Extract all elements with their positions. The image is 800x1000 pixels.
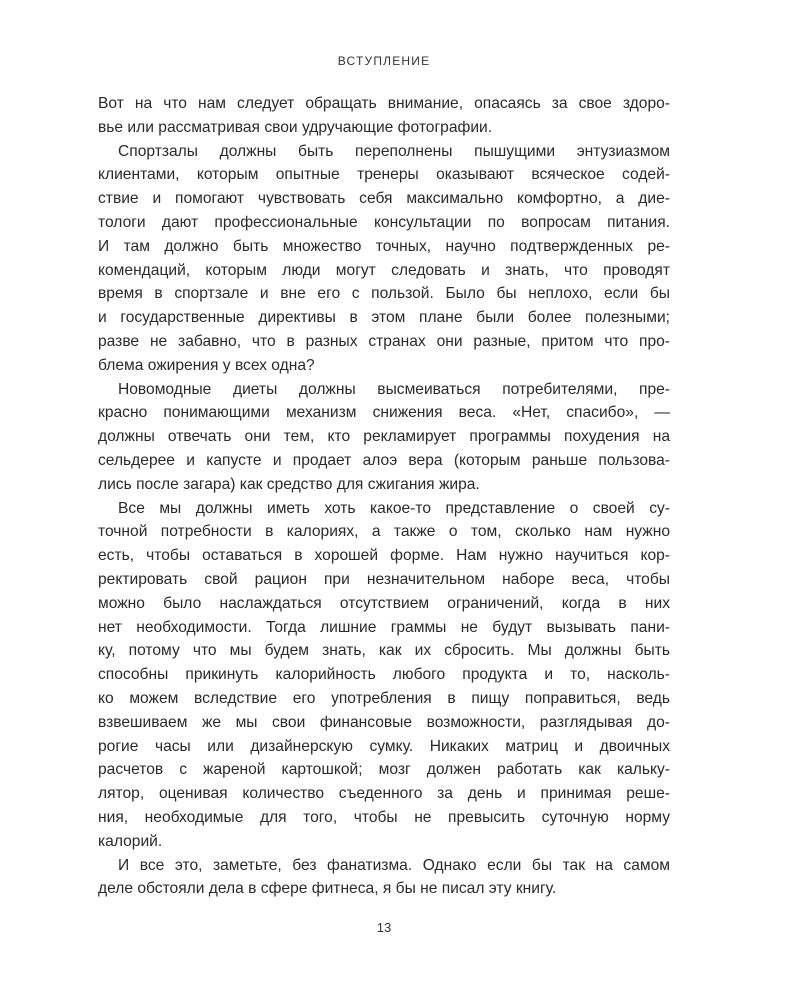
text-line: время в спортзале и вне его с пользой. Было бы неплохо, если бы <box>98 285 670 303</box>
paragraph <box>98 497 670 854</box>
paragraph <box>98 854 670 902</box>
text-line: лись после загара) как средство для сжигания жира. <box>98 475 480 493</box>
text-line: есть, чтобы оставаться в хорошей форме. Нам нужно научиться кор- <box>98 547 670 565</box>
text-line: сельдерее и капусте и продает алоэ вера (которым раньше пользова- <box>98 451 670 469</box>
text-line: и государственные директивы в этом плане были более полезными; <box>98 309 670 327</box>
text-line: Все мы должны иметь хоть какое-то представление о своей су- <box>118 499 670 517</box>
running-head: ВСТУПЛЕНИЕ <box>337 54 431 68</box>
text-line: должны отвечать они тем, кто рекламирует программы похудения на <box>98 428 670 446</box>
text-line: деле обстояли дела в сфере фитнеса, я бы не писал эту книгу. <box>98 880 557 898</box>
text-line: красно понимающими механизм снижения веса. «Нет, спасибо», — <box>98 404 670 422</box>
text-line: Вот на что нам следует обращать внимание, опасаясь за свое здоро- <box>98 95 670 112</box>
paragraph <box>98 92 670 140</box>
text-line: Новомодные диеты должны высмеиваться потребителями, пре- <box>118 380 670 398</box>
page-number: 13 <box>376 920 392 935</box>
text-line: рогие часы или дизайнерскую сумку. Никаких матриц и двоичных <box>98 737 670 755</box>
text-line: И там должно быть множество точных, научно подтвержденных ре- <box>98 237 670 255</box>
text-line: ния, необходимые для того, чтобы не превысить суточную норму <box>98 808 670 826</box>
text-line: клиентами, которым опытные тренеры оказывают всяческое содей- <box>98 166 670 184</box>
text-line: И все это, заметьте, без фанатизма. Однако если бы так на самом <box>118 856 670 874</box>
text-line: взвешиваем же мы свои финансовые возможности, разглядывая до- <box>98 713 670 731</box>
text-line: точной потребности в калориях, а также о том, сколько нам нужно <box>98 523 670 541</box>
text-line: калорий. <box>98 832 163 850</box>
text-line: способны прикинуть калорийность любого продукта и то, насколь- <box>98 666 670 684</box>
text-line: блема ожирения у всех одна? <box>98 356 315 374</box>
text-line: ку, потому что мы будем знать, как их сбросить. Мы должны быть <box>98 642 670 660</box>
text-line: лятор, оценивая количество съеденного за день и принимая реше- <box>98 785 670 803</box>
text-line: можно было наслаждаться отсутствием ограничений, когда в них <box>98 594 670 612</box>
text-line: Спортзалы должны быть переполнены пышущими энтузиазмом <box>118 142 670 160</box>
text-line: ствие и помогают чувствовать себя максимально комфортно, а дие- <box>98 190 670 208</box>
paragraph <box>98 378 670 497</box>
text-line: тологи дают профессиональные консультации по вопросам питания. <box>98 213 670 231</box>
body-text <box>98 92 670 901</box>
paragraph <box>98 140 670 378</box>
text-line: вье или рассматривая свои удручающие фотографии. <box>98 118 493 136</box>
text-line: разве не забавно, что в разных странах они разные, притом что про- <box>98 332 670 350</box>
text-line: комендаций, которым люди могут следовать и знать, что проводят <box>98 261 670 279</box>
text-line: ко можем вследствие его употребления в пищу поправиться, ведь <box>98 689 670 707</box>
text-line: расчетов с жареной картошкой; мозг должен работать как кальку- <box>98 761 670 779</box>
text-line: нет необходимости. Тогда лишние граммы не будут вызывать пани- <box>98 618 670 636</box>
text-line: ректировать свой рацион при незначительном наборе веса, чтобы <box>98 570 670 588</box>
